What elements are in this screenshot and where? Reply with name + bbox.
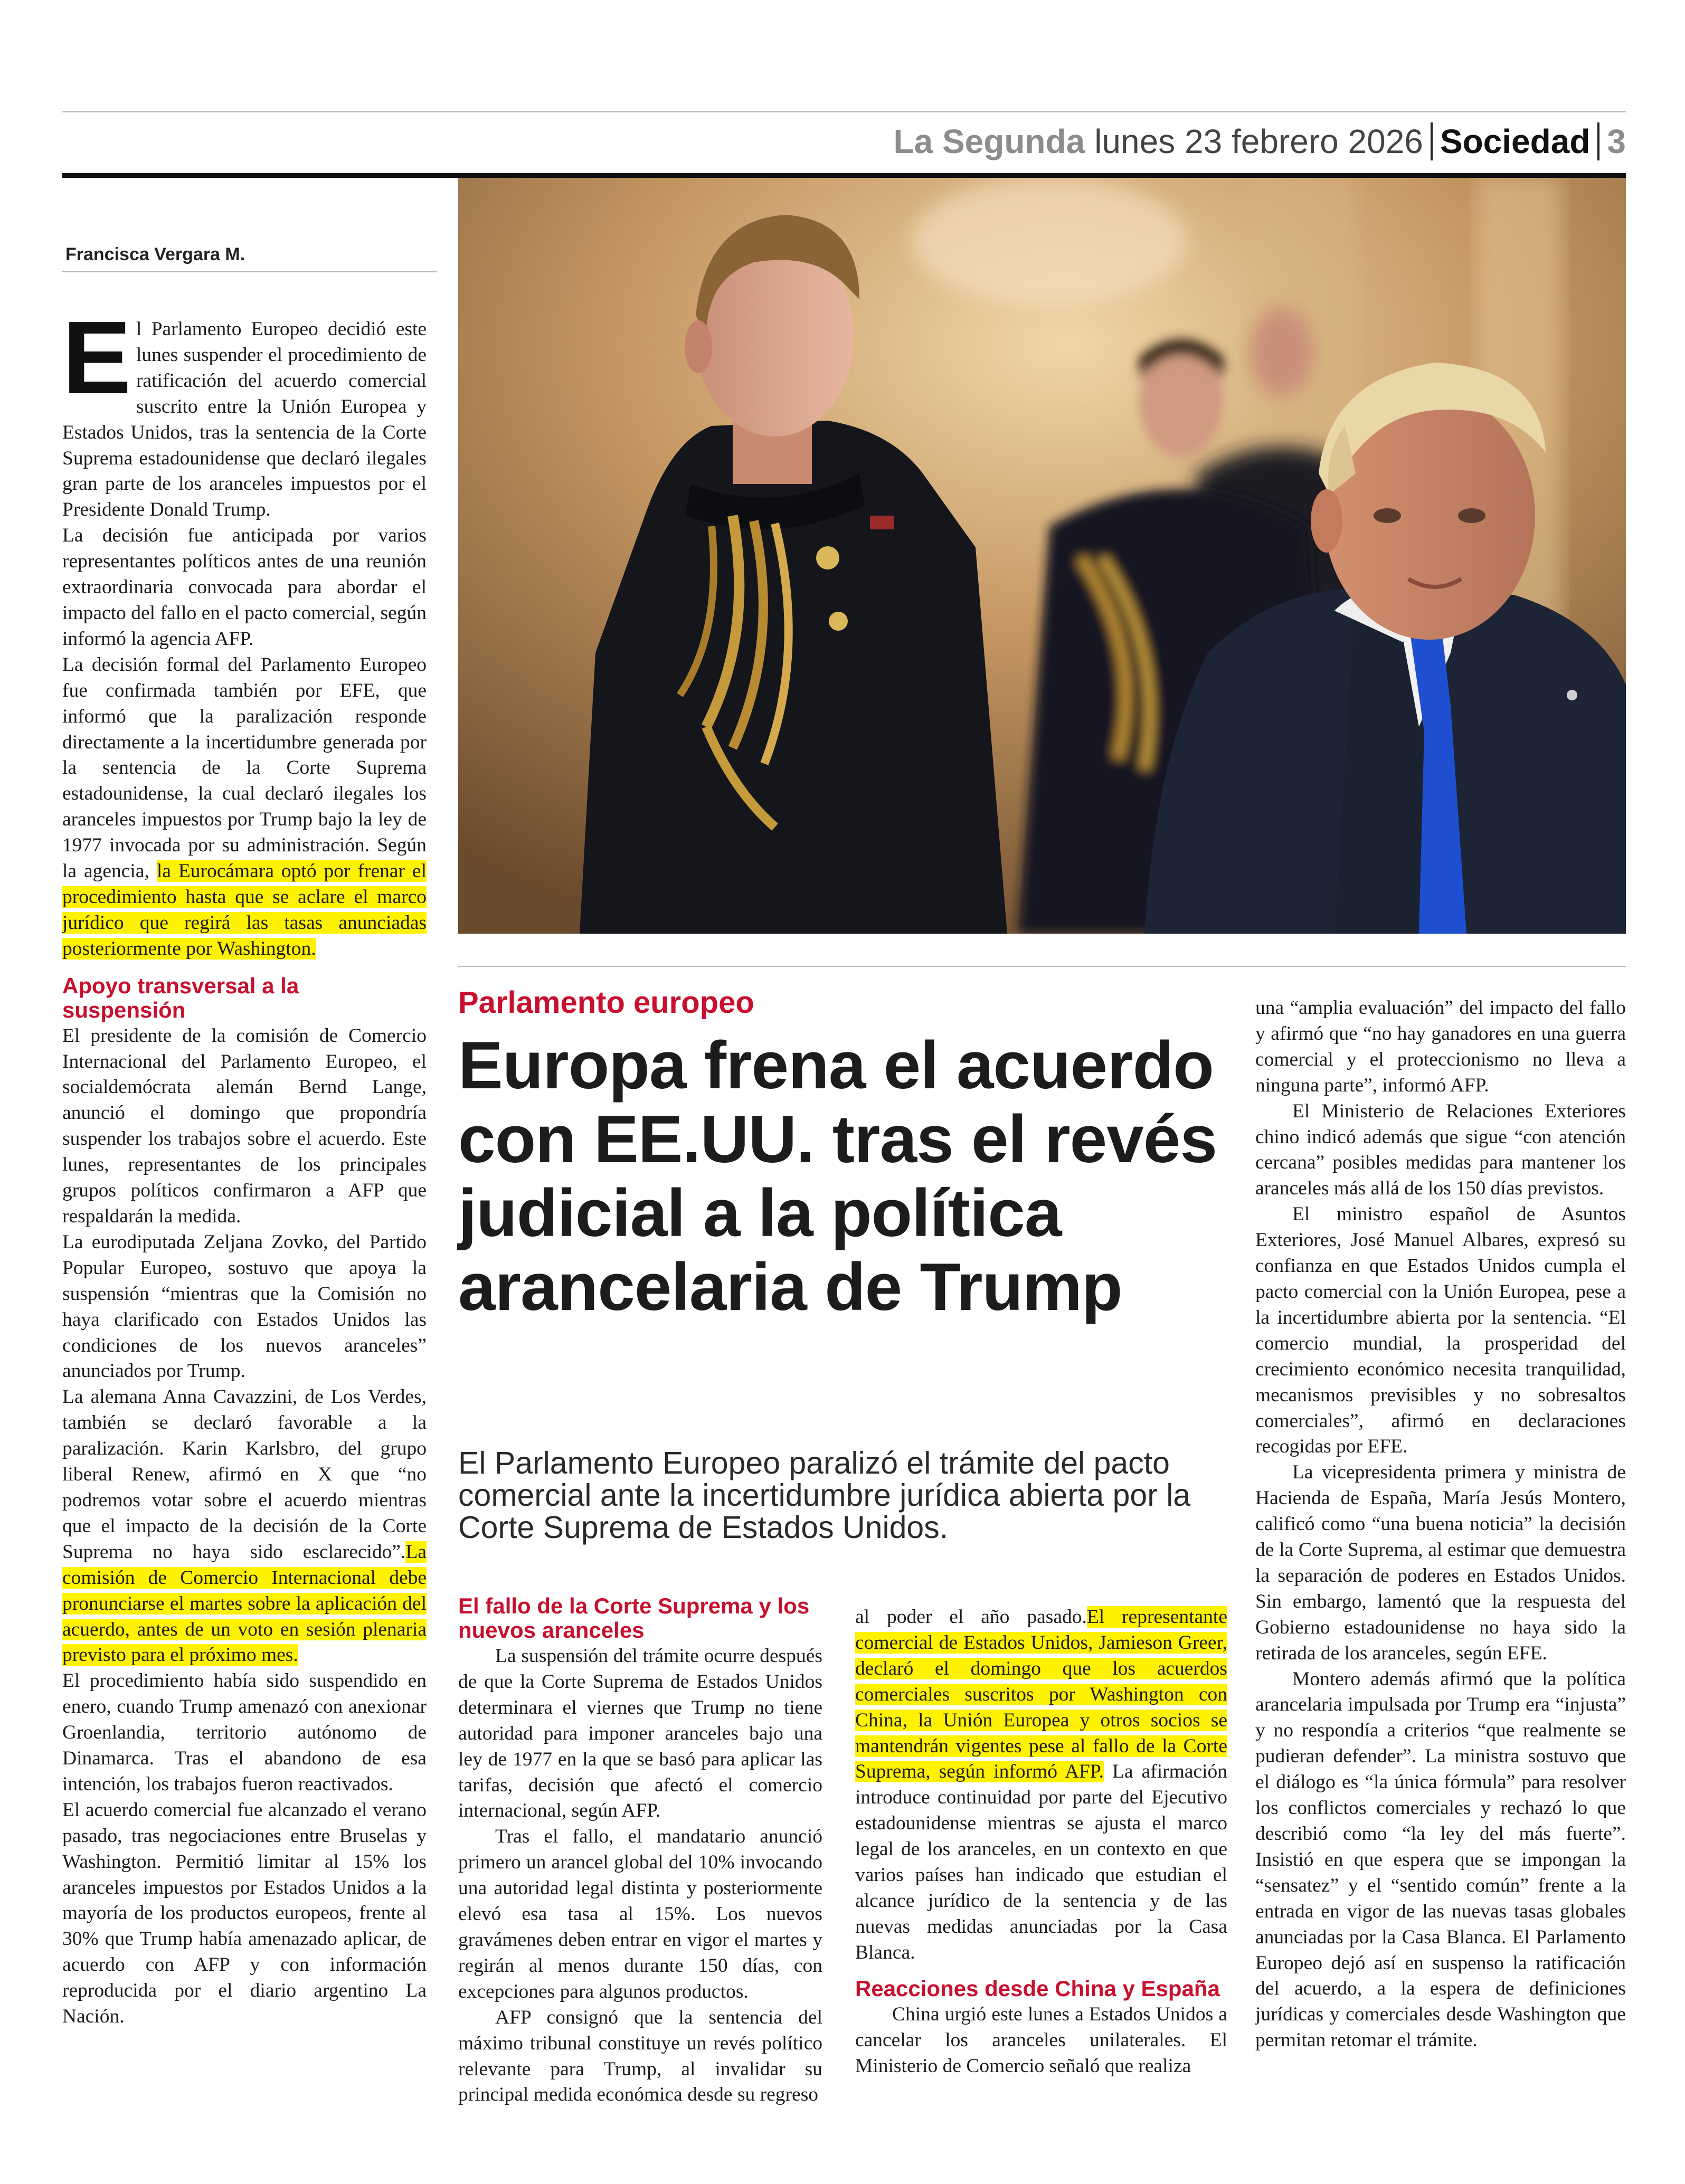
paragraph bbox=[62, 300, 427, 523]
section-name: Sociedad bbox=[1440, 122, 1591, 160]
paragraph: China urgió este lunes a Estados Unidos a cancelar los aranceles unilaterales. El Ministerio de Comercio señaló que realiza bbox=[855, 2003, 1227, 2077]
subheading: Apoyo transversal a la suspensión bbox=[62, 973, 299, 1022]
paragraph: La eurodiputada Zeljana Zovko, del Partido Popular Europeo, sostuvo que apoya la suspensión “mientras que la Comisión no haya clarificado con Estados Unidos las condiciones de los nuevos aranceles” anunciados por Trump. bbox=[62, 1231, 427, 1382]
article-column-3 bbox=[855, 1604, 1227, 2079]
paragraph: Montero además afirmó que la política arancelaria impulsada por Trump era “injusta” y no respondía a criterios “que realmente se pudieran defender”. La ministra sostuvo que el diálogo es “la única fórmula” para resolver los conflictos comerciales y rechazó lo que describió como “la ley del más fuerte”. Insistió en que espera que se impongan la “sensatez” y el “sentido común” frente a la entrada en vigor de las nuevas tasas globales anunciadas por la Casa Blanca. El Parlamento Europeo dejó así en suspenso la ratificación del acuerdo, a la espera de definiciones jurídicas y comerciales desde Washington que permitan retomar el trámite. bbox=[1255, 1668, 1626, 2052]
headline: Europa frena el acuerdo con EE.UU. tras el revés judicial a la política arancelaria de Trump bbox=[458, 1028, 1217, 1324]
highlighted-text: la Eurocámara optó por frenar el procedimiento hasta que se aclare el marco jurídico que regirá las tasas anunciadas posteriormente por Washington. bbox=[62, 860, 427, 960]
deck: El Parlamento Europeo paralizó el trámite del pacto comercial ante la incertidumbre jurídica abierta por la Corte Suprema de Estados Unidos. bbox=[458, 1446, 1191, 1545]
paragraph bbox=[62, 652, 427, 962]
paragraph: Tras el fallo, el mandatario anunció primero un arancel global del 10% invocando una autoridad legal distinta y posteriormente elevó esa tasa al 15%. Los nuevos gravámenes deben entrar en vigor el martes y regirán al menos durante 150 días, con excepciones para algunos productos. bbox=[458, 1826, 822, 2002]
paragraph: La vicepresidenta primera y ministra de Hacienda de España, María Jesús Montero, calificó como “una buena noticia” la decisión de la Corte Suprema, al estimar que demuestra la separación de poderes en Estados Unidos. Sin embargo, lamentó que la respuesta del Gobierno estadounidense no haya sido la retirada de los aranceles, según EFE. bbox=[1255, 1461, 1626, 1664]
highlighted-text: La comisión de Comercio Internacional debe pronunciarse el martes sobre la aplicación del acuerdo, antes de un voto en sesión plenaria previsto para el próximo mes. bbox=[62, 1541, 427, 1666]
paragraph: El presidente de la comisión de Comercio Internacional del Parlamento Europeo, el socialdemócrata alemán Bernd Lange, anunció el domingo que propondría suspender los trabajos sobre el acuerdo. Este lunes, representantes de los principales grupos políticos confirmaron a AFP que respaldarán la medida. bbox=[62, 1024, 427, 1227]
photo-rule bbox=[458, 966, 1626, 967]
masthead bbox=[62, 115, 1626, 168]
header-divider bbox=[1597, 122, 1599, 160]
photo-icon bbox=[458, 178, 1626, 934]
paragraph bbox=[855, 1604, 1227, 1966]
byline: Francisca Vergara M. bbox=[65, 244, 245, 264]
paragraph-text: al poder el año pasado. bbox=[855, 1606, 1087, 1628]
subheading: El fallo de la Corte Suprema y los nuevos aranceles bbox=[458, 1593, 810, 1642]
byline-rule bbox=[62, 271, 437, 272]
paragraph bbox=[62, 1384, 427, 1668]
paragraph-text: La afirmación introduce continuidad por parte del Ejecutivo estadounidense mientras se ajusta el marco legal de los aranceles, en un contexto en que varios países han indicado que estudian el alcance jurídico de la sentencia y de las nuevas medidas anunciadas por la Casa Blanca. bbox=[855, 1761, 1227, 1963]
publication-name: La Segunda bbox=[893, 122, 1085, 160]
article-column-1 bbox=[62, 300, 427, 2030]
publication-date: lunes 23 febrero 2026 bbox=[1094, 122, 1423, 160]
header-divider bbox=[1431, 122, 1433, 160]
paragraph-text: La alemana Anna Cavazzini, de Los Verdes, también se declaró favorable a la paralización. Karin Karlsbro, del grupo liberal Renew, afirmó en X que “no podremos votar sobre el acuerdo mientras que el impacto de la decisión de la Corte Suprema no haya sido esclarecido”. bbox=[62, 1386, 427, 1563]
article-column-2 bbox=[458, 1594, 822, 2108]
header-rule bbox=[62, 173, 1626, 178]
drop-cap: E bbox=[62, 300, 131, 415]
top-rule bbox=[62, 111, 1626, 112]
paragraph: AFP consignó que la sentencia del máximo tribunal constituye un revés político relevante para Trump, al invalidar su principal medida económica desde su regreso bbox=[458, 2006, 822, 2106]
paragraph: El ministro español de Asuntos Exteriores, José Manuel Albares, expresó su confianza en que Estados Unidos cumpla el pacto comercial con la Unión Europea, pese a la incertidumbre abierta por la sentencia. “El comercio mundial, la prosperidad del crecimiento económico necesita tranquilidad, mecanismos previsibles y no sobresaltos comerciales”, afirmó en declaraciones recogidas por EFE. bbox=[1255, 1203, 1626, 1458]
paragraph: una “amplia evaluación” del impacto del fallo y afirmó que “no hay ganadores en una guerra comercial y el proteccionismo no lleva a ninguna parte”, informó AFP. bbox=[1255, 997, 1626, 1096]
page-number: 3 bbox=[1607, 122, 1626, 160]
paragraph-text: La decisión formal del Parlamento Europeo fue confirmada también por EFE, que informó que la paralización responde directamente a la incertidumbre generada por la sentencia de la Corte Suprema estadounidense, la cual declaró ilegales los aranceles impuestos por Trump bajo la ley de 1977 invocada por su administración. Según la agencia, bbox=[62, 653, 427, 882]
paragraph: La decisión fue anticipada por varios representantes políticos antes de una reunión extraordinaria convocada para abordar el impacto del fallo en el pacto comercial, según informó la agencia AFP. bbox=[62, 525, 427, 650]
paragraph: El acuerdo comercial fue alcanzado el verano pasado, tras negociaciones entre Bruselas y Washington. Permitió limitar al 15% los aranceles impuestos por Estados Unidos a la mayoría de los productos europeos, frente al 30% que Trump había amenazado aplicar, de acuerdo con AFP y con información reproducida por el diario argentino La Nación. bbox=[62, 1799, 427, 2028]
paragraph: El Ministerio de Relaciones Exteriores chino indicó además que sigue “con atención cercana” posibles medidas para mantener los aranceles más allá de los 150 días previstos. bbox=[1255, 1100, 1626, 1200]
kicker: Parlamento europeo bbox=[458, 985, 754, 1020]
paragraph: El procedimiento había sido suspendido en enero, cuando Trump amenazó con anexionar Groenlandia, territorio autónomo de Dinamarca. Tras el abandono de esa intención, los trabajos fueron reactivados. bbox=[62, 1670, 427, 1795]
highlighted-text: El representante comercial de Estados Unidos, Jamieson Greer, declaró el domingo que los acuerdos comerciales suscritos por Washington con China, la Unión Europea y otros socios se mantendrán vigentes pese al fallo de la Corte Suprema, según informó AFP. bbox=[855, 1606, 1227, 1783]
article-photo bbox=[458, 178, 1626, 934]
subheading: Reacciones desde China y España bbox=[855, 1976, 1220, 2001]
article-column-4 bbox=[1255, 995, 1626, 2054]
paragraph: La suspensión del trámite ocurre después de que la Corte Suprema de Estados Unidos determinara el viernes que Trump no tiene autoridad para imponer aranceles bajo una ley de 1977 en la que se basó para aplicar las tarifas, decisión que afectó el comercio internacional, según AFP. bbox=[458, 1645, 822, 1822]
paragraph-text: l Parlamento Europeo decidió este lunes suspender el procedimiento de ratificación del acuerdo comercial suscrito entre la Unión Europea y Estados Unidos, tras la sentencia de la Corte Suprema estadounidense que declaró ilegales gran parte de los aranceles impuestos por el Presidente Donald Trump. bbox=[62, 318, 427, 521]
